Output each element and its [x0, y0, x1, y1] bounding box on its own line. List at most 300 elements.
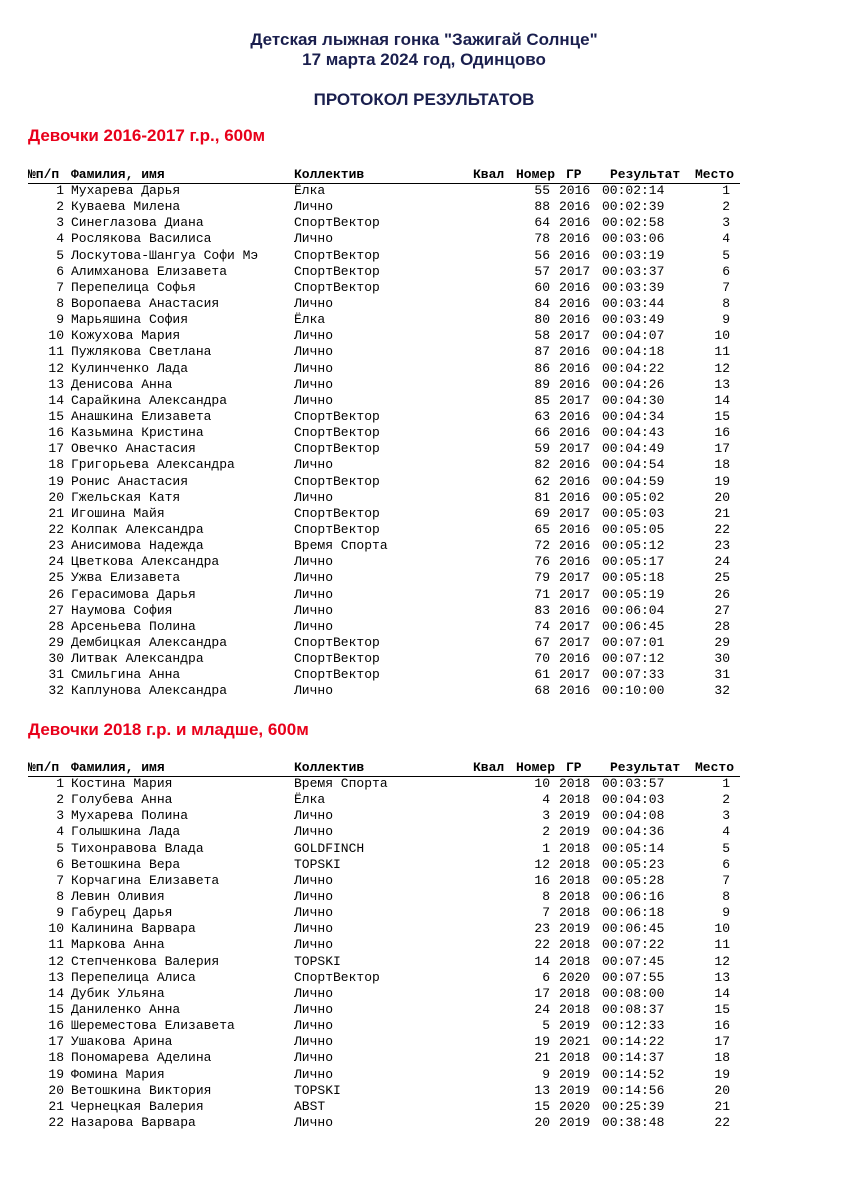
cell-name: Степченкова Валерия — [71, 953, 220, 969]
cell-num: 29 — [48, 634, 64, 650]
cell-place: 19 — [714, 473, 730, 489]
cell-num: 19 — [48, 1066, 64, 1082]
cell-year: 2016 — [559, 199, 591, 215]
cell-num: 25 — [48, 570, 64, 586]
col-result-header: Результат — [610, 760, 681, 775]
table-row — [28, 1067, 740, 1083]
cell-year: 2017 — [559, 263, 591, 279]
cell-result: 00:04:54 — [602, 457, 665, 473]
cell-year: 2020 — [559, 1098, 591, 1114]
cell-name: Левин Оливия — [71, 888, 165, 904]
col-team-header: Коллектив — [294, 167, 365, 182]
cell-bib: 59 — [534, 441, 550, 457]
cell-num: 14 — [48, 985, 64, 1001]
cell-year: 2018 — [559, 905, 591, 921]
cell-name: Назарова Варвара — [71, 1114, 196, 1130]
cell-num: 8 — [56, 888, 64, 904]
cell-place: 16 — [714, 425, 730, 441]
cell-team: Лично — [294, 937, 334, 953]
table-row — [28, 921, 740, 937]
cell-year: 2016 — [559, 279, 591, 295]
cell-bib: 9 — [542, 1066, 550, 1082]
table-row — [28, 841, 740, 857]
cell-team: Лично — [294, 570, 334, 586]
cell-name: Мухарева Полина — [71, 808, 189, 824]
cell-year: 2017 — [559, 586, 591, 602]
table-row — [28, 248, 740, 264]
col-year-header: ГР — [566, 167, 582, 182]
cell-name: Корчагина Елизавета — [71, 872, 220, 888]
cell-bib: 68 — [534, 683, 550, 699]
cell-name: Ронис Анастасия — [71, 473, 189, 489]
cell-result: 00:05:03 — [602, 505, 665, 521]
cell-name: Кулинченко Лада — [71, 360, 189, 376]
cell-bib: 19 — [534, 1034, 550, 1050]
cell-team: СпортВектор — [294, 667, 380, 683]
cell-bib: 17 — [534, 985, 550, 1001]
cell-bib: 58 — [534, 328, 550, 344]
cell-team: Ёлка — [294, 792, 326, 808]
cell-year: 2019 — [559, 921, 591, 937]
cell-result: 00:03:19 — [602, 247, 665, 263]
cell-num: 19 — [48, 473, 64, 489]
cell-year: 2017 — [559, 634, 591, 650]
event-title: Детская лыжная гонка "Зажигай Солнце" — [250, 30, 598, 49]
table-row — [28, 312, 740, 328]
cell-name: Литвак Александра — [71, 651, 204, 667]
table-row — [28, 1099, 740, 1115]
cell-result: 00:04:26 — [602, 376, 665, 392]
cell-year: 2016 — [559, 538, 591, 554]
cell-result: 00:04:59 — [602, 473, 665, 489]
cell-team: TOPSKI — [294, 1082, 341, 1098]
table-row — [28, 792, 740, 808]
cell-num: 26 — [48, 586, 64, 602]
cell-name: Денисова Анна — [71, 376, 173, 392]
cell-num: 16 — [48, 1018, 64, 1034]
table-row — [28, 393, 740, 409]
cell-place: 6 — [722, 856, 730, 872]
cell-bib: 65 — [534, 521, 550, 537]
cell-name: Марьяшина София — [71, 312, 189, 328]
cell-num: 1 — [56, 183, 64, 198]
cell-bib: 5 — [542, 1018, 550, 1034]
col-num-header: №п/п — [28, 760, 60, 775]
cell-year: 2018 — [559, 1001, 591, 1017]
cell-bib: 57 — [534, 263, 550, 279]
cell-place: 30 — [714, 651, 730, 667]
table-row — [28, 538, 740, 554]
cell-name: Смильгина Анна — [71, 667, 181, 683]
cell-result: 00:03:39 — [602, 279, 665, 295]
cell-place: 13 — [714, 969, 730, 985]
cell-year: 2016 — [559, 683, 591, 699]
cell-bib: 6 — [542, 969, 550, 985]
cell-team: TOPSKI — [294, 856, 341, 872]
cell-place: 18 — [714, 1050, 730, 1066]
cell-place: 9 — [722, 312, 730, 328]
table-row — [28, 231, 740, 247]
cell-team: Лично — [294, 824, 334, 840]
cell-team: TOPSKI — [294, 953, 341, 969]
table-row — [28, 377, 740, 393]
col-qual-header: Квал — [473, 167, 505, 182]
col-place-header: Место — [695, 167, 735, 182]
table-row — [28, 954, 740, 970]
cell-year: 2018 — [559, 856, 591, 872]
cell-num: 24 — [48, 554, 64, 570]
cell-bib: 66 — [534, 425, 550, 441]
table-row — [28, 808, 740, 824]
cell-name: Рослякова Василиса — [71, 231, 212, 247]
cell-name: Пономарева Аделина — [71, 1050, 212, 1066]
table-row — [28, 873, 740, 889]
cell-year: 2016 — [559, 376, 591, 392]
cell-result: 00:04:18 — [602, 344, 665, 360]
table-row — [28, 683, 740, 699]
cell-place: 14 — [714, 392, 730, 408]
cell-name: Лоскутова-Шангуа Софи Мэ — [71, 247, 259, 263]
table-row — [28, 296, 740, 312]
cell-name: Шереместова Елизавета — [71, 1018, 235, 1034]
cell-num: 20 — [48, 1082, 64, 1098]
cell-team: Лично — [294, 888, 334, 904]
cell-name: Голубева Анна — [71, 792, 173, 808]
cell-bib: 76 — [534, 554, 550, 570]
cell-result: 00:03:06 — [602, 231, 665, 247]
table-row — [28, 554, 740, 570]
cell-name: Казьмина Кристина — [71, 425, 204, 441]
cell-team: Лично — [294, 554, 334, 570]
cell-bib: 80 — [534, 312, 550, 328]
cell-team: СпортВектор — [294, 263, 380, 279]
cell-name: Григорьева Александра — [71, 457, 235, 473]
cell-result: 00:05:14 — [602, 840, 665, 856]
cell-year: 2018 — [559, 776, 591, 791]
cell-place: 22 — [714, 1114, 730, 1130]
cell-year: 2019 — [559, 1066, 591, 1082]
cell-bib: 2 — [542, 824, 550, 840]
cell-team: Ёлка — [294, 183, 326, 198]
cell-year: 2016 — [559, 231, 591, 247]
cell-bib: 20 — [534, 1114, 550, 1130]
table-row — [28, 905, 740, 921]
table-row — [28, 215, 740, 231]
cell-year: 2016 — [559, 489, 591, 505]
table-row — [28, 603, 740, 619]
cell-place: 18 — [714, 457, 730, 473]
cell-result: 00:04:36 — [602, 824, 665, 840]
col-name-header: Фамилия, имя — [71, 760, 165, 775]
cell-name: Перепелица Алиса — [71, 969, 196, 985]
cell-bib: 74 — [534, 618, 550, 634]
cell-num: 4 — [56, 231, 64, 247]
col-team-header: Коллектив — [294, 760, 365, 775]
cell-year: 2018 — [559, 872, 591, 888]
cell-name: Сарайкина Александра — [71, 392, 228, 408]
cell-result: 00:05:28 — [602, 872, 665, 888]
cell-year: 2017 — [559, 618, 591, 634]
cell-year: 2018 — [559, 840, 591, 856]
cell-name: Пужлякова Светлана — [71, 344, 212, 360]
cell-place: 2 — [722, 792, 730, 808]
cell-num: 7 — [56, 872, 64, 888]
cell-num: 3 — [56, 808, 64, 824]
cell-place: 8 — [722, 888, 730, 904]
cell-team: ABST — [294, 1098, 326, 1114]
cell-place: 15 — [714, 408, 730, 424]
cell-result: 00:08:00 — [602, 985, 665, 1001]
cell-team: СпортВектор — [294, 408, 380, 424]
cell-place: 10 — [714, 921, 730, 937]
cell-team: Лично — [294, 905, 334, 921]
cell-num: 5 — [56, 840, 64, 856]
cell-result: 00:04:34 — [602, 408, 665, 424]
cell-bib: 87 — [534, 344, 550, 360]
cell-year: 2017 — [559, 328, 591, 344]
cell-place: 29 — [714, 634, 730, 650]
col-bib-header: Номер — [516, 760, 556, 775]
cell-num: 18 — [48, 457, 64, 473]
cell-bib: 15 — [534, 1098, 550, 1114]
cell-name: Анашкина Елизавета — [71, 408, 212, 424]
cell-result: 00:02:58 — [602, 215, 665, 231]
col-year-header: ГР — [566, 760, 582, 775]
cell-name: Голышкина Лада — [71, 824, 181, 840]
cell-place: 23 — [714, 538, 730, 554]
cell-num: 22 — [48, 1114, 64, 1130]
cell-bib: 70 — [534, 651, 550, 667]
cell-year: 2020 — [559, 969, 591, 985]
cell-name: Наумова София — [71, 602, 173, 618]
cell-bib: 12 — [534, 856, 550, 872]
cell-result: 00:07:45 — [602, 953, 665, 969]
cell-name: Гжельская Катя — [71, 489, 181, 505]
cell-year: 2016 — [559, 457, 591, 473]
cell-num: 4 — [56, 824, 64, 840]
cell-team: Лично — [294, 1001, 334, 1017]
cell-year: 2018 — [559, 985, 591, 1001]
cell-bib: 21 — [534, 1050, 550, 1066]
cell-team: Лично — [294, 872, 334, 888]
cell-team: СпортВектор — [294, 521, 380, 537]
cell-bib: 16 — [534, 872, 550, 888]
cell-place: 20 — [714, 1082, 730, 1098]
col-qual-header: Квал — [473, 760, 505, 775]
cell-bib: 10 — [534, 776, 550, 791]
cell-year: 2016 — [559, 344, 591, 360]
table-row — [28, 522, 740, 538]
cell-team: Лично — [294, 1034, 334, 1050]
cell-year: 2016 — [559, 215, 591, 231]
table-row — [28, 937, 740, 953]
cell-result: 00:14:52 — [602, 1066, 665, 1082]
table-row — [28, 970, 740, 986]
cell-team: СпортВектор — [294, 247, 380, 263]
cell-result: 00:06:45 — [602, 921, 665, 937]
cell-result: 00:02:39 — [602, 199, 665, 215]
cell-place: 21 — [714, 1098, 730, 1114]
cell-team: СпортВектор — [294, 215, 380, 231]
cell-team: Время Спорта — [294, 776, 388, 791]
cell-name: Фомина Мария — [71, 1066, 165, 1082]
cell-name: Даниленко Анна — [71, 1001, 181, 1017]
cell-bib: 63 — [534, 408, 550, 424]
cell-bib: 78 — [534, 231, 550, 247]
cell-num: 18 — [48, 1050, 64, 1066]
cell-team: Лично — [294, 344, 334, 360]
cell-result: 00:06:45 — [602, 618, 665, 634]
cell-result: 00:05:05 — [602, 521, 665, 537]
cell-num: 10 — [48, 921, 64, 937]
cell-bib: 67 — [534, 634, 550, 650]
cell-num: 15 — [48, 1001, 64, 1017]
cell-result: 00:14:37 — [602, 1050, 665, 1066]
cell-num: 31 — [48, 667, 64, 683]
cell-year: 2016 — [559, 473, 591, 489]
table-row — [28, 280, 740, 296]
cell-team: Ёлка — [294, 312, 326, 328]
cell-name: Воропаева Анастасия — [71, 295, 220, 311]
cell-name: Каплунова Александра — [71, 683, 228, 699]
cell-name: Колпак Александра — [71, 521, 204, 537]
cell-result: 00:04:49 — [602, 441, 665, 457]
cell-result: 00:07:55 — [602, 969, 665, 985]
table-row — [28, 264, 740, 280]
cell-place: 7 — [722, 872, 730, 888]
cell-place: 14 — [714, 985, 730, 1001]
cell-team: Лично — [294, 199, 334, 215]
cell-team: Лично — [294, 808, 334, 824]
cell-team: Лично — [294, 985, 334, 1001]
table-header-2 — [28, 760, 740, 777]
table-row — [28, 824, 740, 840]
cell-team: Лично — [294, 1018, 334, 1034]
table-row — [28, 667, 740, 683]
cell-name: Анисимова Надежда — [71, 538, 204, 554]
cell-num: 13 — [48, 376, 64, 392]
cell-year: 2016 — [559, 425, 591, 441]
cell-result: 00:02:14 — [602, 183, 665, 198]
table-row — [28, 361, 740, 377]
cell-name: Габурец Дарья — [71, 905, 173, 921]
cell-num: 9 — [56, 905, 64, 921]
cell-num: 7 — [56, 279, 64, 295]
cell-year: 2018 — [559, 1050, 591, 1066]
table-row — [28, 490, 740, 506]
cell-place: 1 — [722, 776, 730, 791]
table-row — [28, 651, 740, 667]
cell-num: 15 — [48, 408, 64, 424]
cell-place: 17 — [714, 1034, 730, 1050]
cell-name: Герасимова Дарья — [71, 586, 196, 602]
cell-result: 00:06:18 — [602, 905, 665, 921]
table-row — [28, 199, 740, 215]
cell-year: 2019 — [559, 808, 591, 824]
table-row — [28, 1002, 740, 1018]
cell-result: 00:05:17 — [602, 554, 665, 570]
cell-place: 25 — [714, 570, 730, 586]
cell-year: 2016 — [559, 408, 591, 424]
cell-team: СпортВектор — [294, 969, 380, 985]
table-row — [28, 1115, 740, 1131]
cell-team: СпортВектор — [294, 505, 380, 521]
cell-result: 00:25:39 — [602, 1098, 665, 1114]
cell-place: 31 — [714, 667, 730, 683]
table-header-1 — [28, 167, 740, 184]
cell-bib: 23 — [534, 921, 550, 937]
cell-place: 3 — [722, 215, 730, 231]
table-row — [28, 635, 740, 651]
event-date-location: 17 марта 2024 год, Одинцово — [302, 50, 546, 69]
cell-num: 6 — [56, 263, 64, 279]
cell-result: 00:04:03 — [602, 792, 665, 808]
cell-result: 00:08:37 — [602, 1001, 665, 1017]
cell-place: 13 — [714, 376, 730, 392]
cell-name: Овечко Анастасия — [71, 441, 196, 457]
cell-place: 20 — [714, 489, 730, 505]
cell-year: 2019 — [559, 1082, 591, 1098]
cell-bib: 81 — [534, 489, 550, 505]
cell-place: 12 — [714, 953, 730, 969]
cell-place: 28 — [714, 618, 730, 634]
cell-place: 21 — [714, 505, 730, 521]
cell-result: 00:07:33 — [602, 667, 665, 683]
cell-num: 6 — [56, 856, 64, 872]
cell-team: Лично — [294, 295, 334, 311]
cell-place: 11 — [714, 937, 730, 953]
cell-result: 00:06:04 — [602, 602, 665, 618]
cell-name: Костина Мария — [71, 776, 173, 791]
cell-year: 2021 — [559, 1034, 591, 1050]
cell-bib: 79 — [534, 570, 550, 586]
table-row — [28, 344, 740, 360]
cell-result: 00:03:44 — [602, 295, 665, 311]
cell-bib: 8 — [542, 888, 550, 904]
cell-team: СпортВектор — [294, 425, 380, 441]
cell-team: СпортВектор — [294, 441, 380, 457]
cell-num: 17 — [48, 1034, 64, 1050]
cell-year: 2016 — [559, 183, 591, 198]
cell-name: Цветкова Александра — [71, 554, 220, 570]
cell-year: 2018 — [559, 888, 591, 904]
cell-num: 2 — [56, 199, 64, 215]
cell-bib: 71 — [534, 586, 550, 602]
cell-bib: 85 — [534, 392, 550, 408]
table-row — [28, 328, 740, 344]
cell-year: 2016 — [559, 521, 591, 537]
table-row — [28, 1034, 740, 1050]
cell-team: Лично — [294, 1050, 334, 1066]
table-row — [28, 587, 740, 603]
cell-team: GOLDFINCH — [294, 840, 365, 856]
cell-year: 2016 — [559, 651, 591, 667]
table-row — [28, 183, 740, 199]
table-row — [28, 776, 740, 792]
cell-name: Дембицкая Александра — [71, 634, 228, 650]
cell-bib: 62 — [534, 473, 550, 489]
cell-team: Лично — [294, 1114, 334, 1130]
cell-bib: 60 — [534, 279, 550, 295]
cell-num: 10 — [48, 328, 64, 344]
cell-team: Лично — [294, 376, 334, 392]
cell-year: 2016 — [559, 312, 591, 328]
cell-place: 12 — [714, 360, 730, 376]
cell-result: 00:07:22 — [602, 937, 665, 953]
cell-place: 5 — [722, 247, 730, 263]
table-row — [28, 619, 740, 635]
cell-result: 00:03:37 — [602, 263, 665, 279]
